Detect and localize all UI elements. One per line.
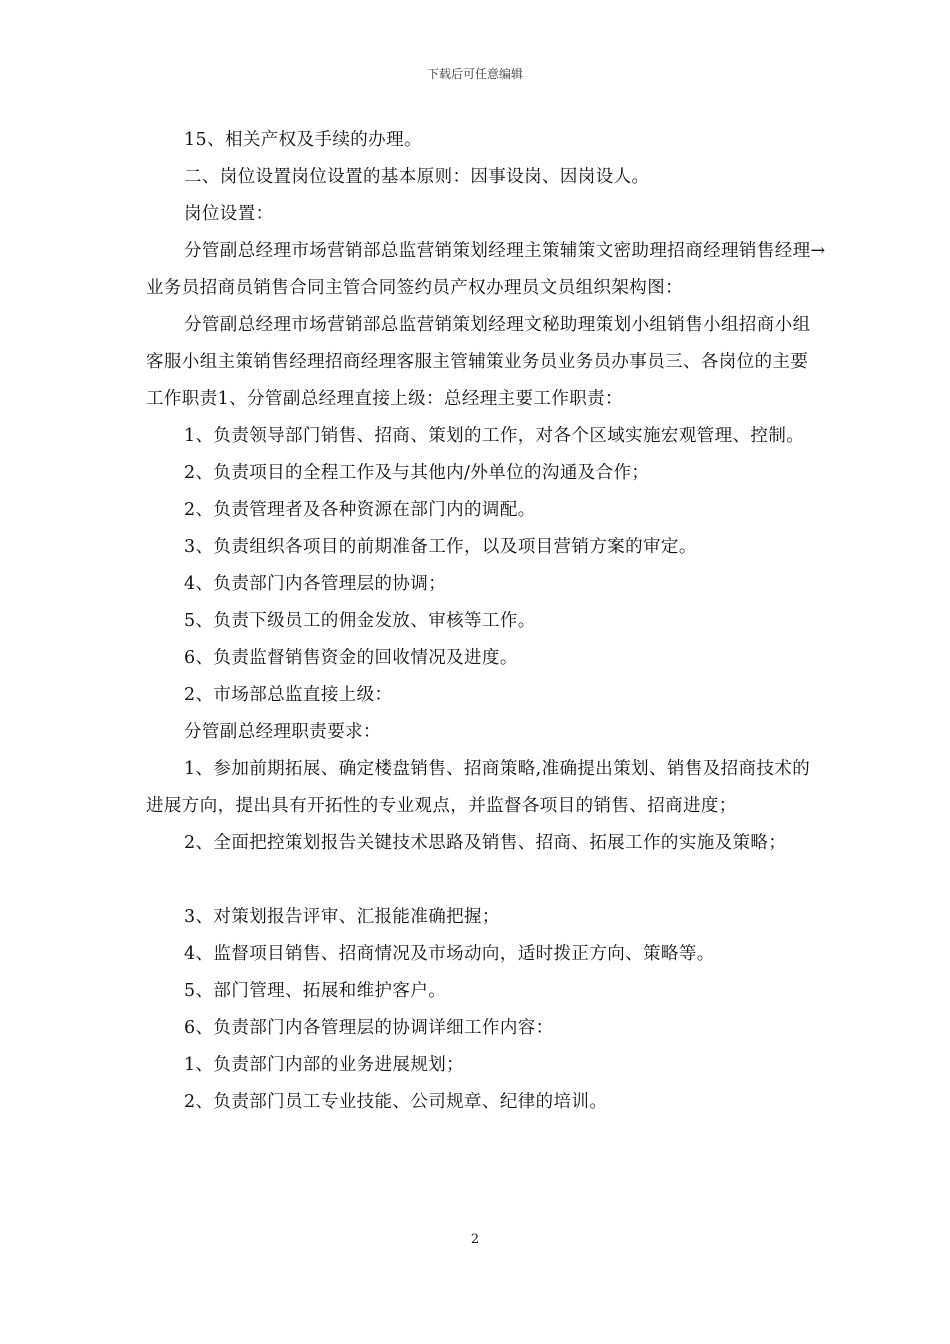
paragraph: 分管副总经理市场营销部总监营销策划经理主策辅策文密助理招商经理销售经理→业务员招商员销售合同主管合同签约员产权办理员文员组织架构图： <box>146 241 826 298</box>
paragraph: 分管副总经理职责要求： <box>184 722 381 742</box>
blank-line <box>146 862 826 899</box>
paragraph: 1、负责部门内部的业务进展规划； <box>184 1055 465 1075</box>
paragraph: 4、监督项目销售、招商情况及市场动向，适时拨正方向、策略等。 <box>184 944 715 964</box>
page-header: 下载后可任意编辑 <box>426 67 523 81</box>
paragraph: 2、全面把控策划报告关键技术思路及销售、招商、拓展工作的实施及策略； <box>184 833 787 853</box>
paragraph: 2、负责管理者及各种资源在部门内的调配。 <box>184 500 536 520</box>
paragraph: 2、市场部总监直接上级： <box>184 685 393 705</box>
paragraph: 1、负责领导部门销售、招商、策划的工作，对各个区域实施宏观管理、控制。 <box>184 426 805 446</box>
paragraph: 6、负责监督销售资金的回收情况及进度。 <box>184 648 518 668</box>
paragraph: 15、相关产权及手续的办理。 <box>184 130 422 150</box>
paragraph: 5、部门管理、拓展和维护客户。 <box>184 981 447 1001</box>
paragraph: 3、对策划报告评审、汇报能准确把握； <box>184 907 500 927</box>
paragraph: 岗位设置： <box>184 204 274 224</box>
paragraph: 分管副总经理市场营销部总监营销策划经理文秘助理策划小组销售小组招商小组客服小组主策销售经理招商经理客服主管辅策业务员业务员办事员三、各岗位的主要工作职责1、分管副总经理直接上级：总经理主要工作职责： <box>146 315 811 409</box>
paragraph: 二、岗位设置岗位设置的基本原则：因事设岗、因岗设人。 <box>184 167 650 187</box>
paragraph: 2、负责部门员工专业技能、公司规章、纪律的培训。 <box>184 1092 608 1112</box>
paragraph: 5、负责下级员工的佣金发放、审核等工作。 <box>184 611 536 631</box>
paragraph: 4、负责部门内各管理层的协调； <box>184 574 447 594</box>
page-number: 2 <box>470 1232 480 1247</box>
paragraph: 3、负责组织各项目的前期准备工作，以及项目营销方案的审定。 <box>184 537 697 557</box>
document-body <box>146 122 826 1121</box>
paragraph: 2、负责项目的全程工作及与其他内/外单位的沟通及合作； <box>184 463 650 483</box>
paragraph: 1、参加前期拓展、确定楼盘销售、招商策略,准确提出策划、销售及招商技术的进展方向，提出具有开拓性的专业观点，并监督各项目的销售、招商进度； <box>146 759 811 816</box>
paragraph: 6、负责部门内各管理层的协调详细工作内容： <box>184 1018 554 1038</box>
